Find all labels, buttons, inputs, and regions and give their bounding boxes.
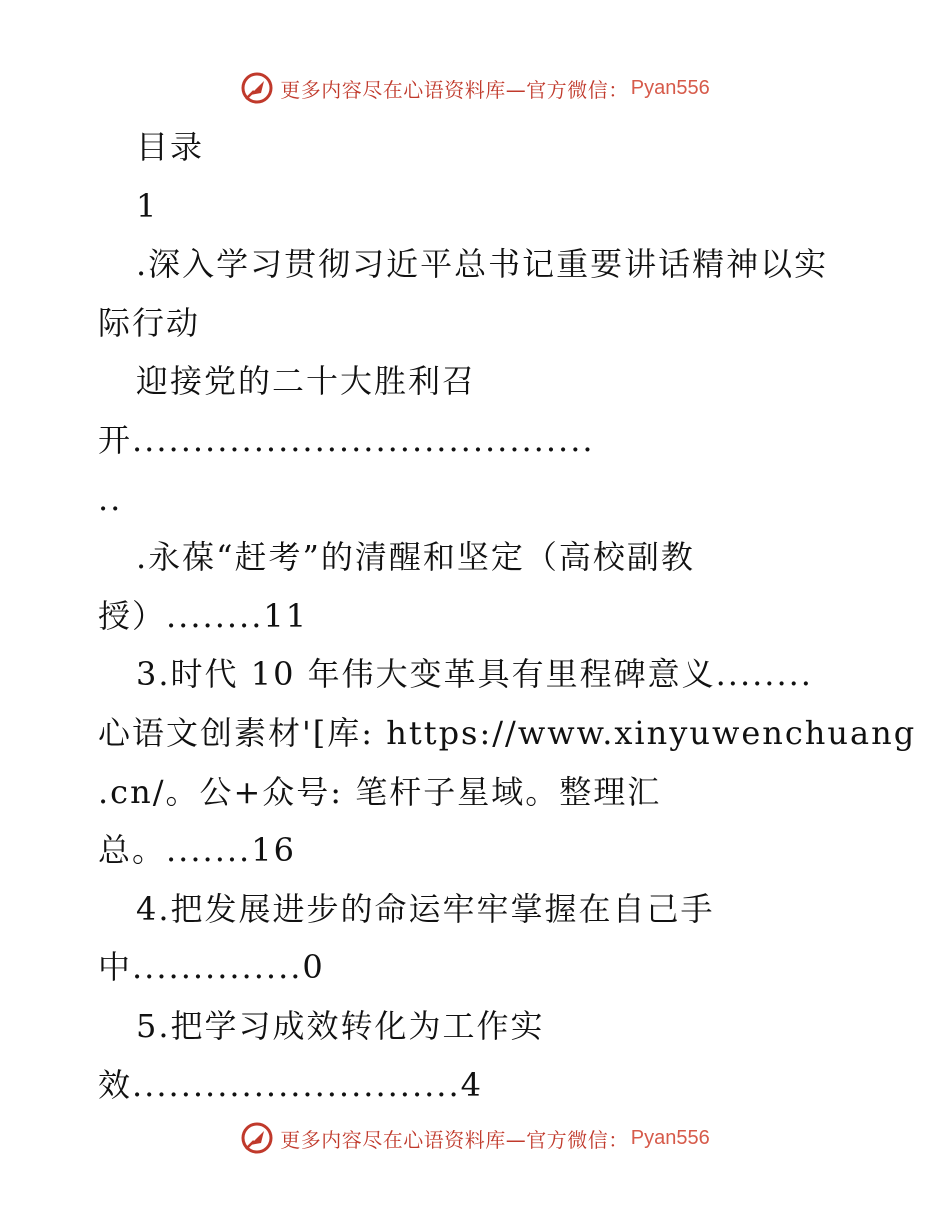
footer-watermark [0, 1118, 950, 1158]
toc-line: 心语文创素材'[库: https://www.xinyuwenchuang [98, 713, 917, 752]
watermark-id: Pyan556 [630, 76, 710, 99]
toc-line: 1 [136, 186, 159, 225]
toc-line: .永葆“赶考”的清醒和坚定（高校副教 [136, 538, 695, 577]
toc-line: 际行动 [98, 303, 201, 342]
toc-line: 4.把发展进步的命运牢牢掌握在自己手 [136, 889, 715, 928]
toc-line: 效...........................4 [98, 1065, 484, 1104]
header-watermark [0, 68, 950, 108]
watermark-text: 更多内容尽在心语资料库—官方微信： [280, 1127, 629, 1152]
toc-line: 3.时代 10 年伟大变革具有里程碑意义........ [136, 655, 813, 694]
feather-logo-icon [240, 1121, 274, 1155]
watermark-id: Pyan556 [630, 1126, 710, 1149]
toc-line: 中..............0 [98, 948, 325, 987]
toc-line: 授）........11 [98, 596, 309, 635]
feather-logo-icon [240, 71, 274, 105]
table-of-contents [98, 118, 917, 1114]
toc-line: .cn/。公+众号: 笔杆子星域。整理汇 [98, 772, 662, 811]
toc-line: 开...................................... [98, 420, 595, 459]
toc-line: 迎接党的二十大胜利召 [136, 362, 477, 401]
toc-line: .. [98, 479, 123, 518]
toc-title: 目录 [136, 128, 205, 166]
toc-line: 总。.......16 [98, 831, 296, 870]
toc-line: 5.把学习成效转化为工作实 [136, 1006, 545, 1045]
toc-line: .深入学习贯彻习近平总书记重要讲话精神以实 [136, 245, 829, 284]
watermark-text: 更多内容尽在心语资料库—官方微信： [280, 77, 629, 102]
